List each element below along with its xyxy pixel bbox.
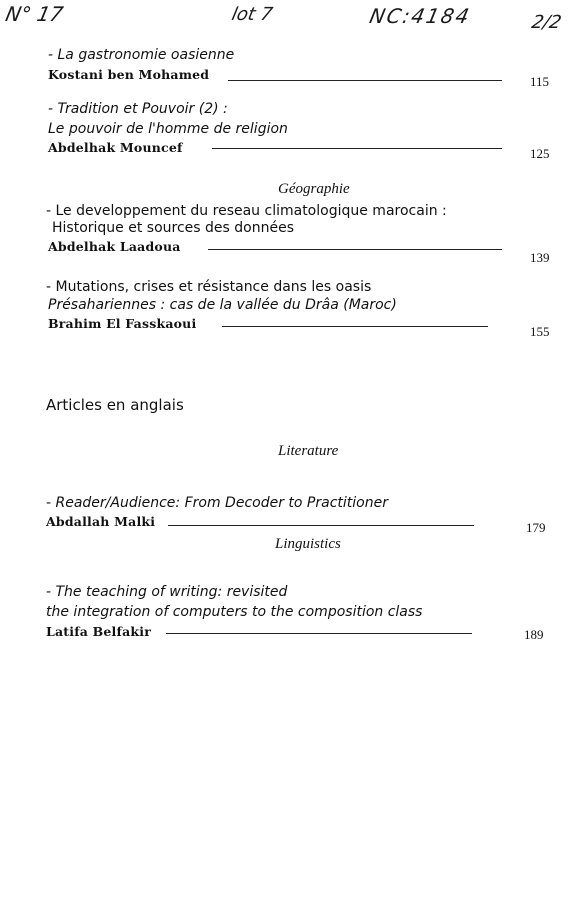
entry-title: - Tradition et Pouvoir (2) : bbox=[48, 101, 228, 117]
entry-author: Brahim El Fasskaoui bbox=[48, 316, 197, 331]
entry-title: the integration of computers to the composition class bbox=[46, 604, 423, 620]
entry-title: - Mutations, crises et résistance dans les oasis bbox=[46, 279, 372, 295]
entry-title: Historique et sources des données bbox=[52, 220, 294, 236]
articles-en-anglais-heading: Articles en anglais bbox=[46, 396, 184, 414]
entry-title: Présahariennes : cas de la vallée du Drâa (Maroc) bbox=[48, 297, 397, 313]
leader-line bbox=[208, 249, 502, 250]
section-heading-linguistics: Linguistics bbox=[275, 536, 341, 552]
handwritten-ref: N° 17 bbox=[3, 2, 66, 26]
leader-line bbox=[228, 80, 502, 81]
leader-line bbox=[212, 148, 502, 149]
entry-author: Abdallah Malki bbox=[46, 514, 156, 529]
entry-page: 189 bbox=[524, 627, 544, 642]
entry-page: 179 bbox=[526, 520, 546, 535]
section-heading-geography: Géographie bbox=[278, 181, 350, 197]
handwritten-fraction: 2/2 bbox=[529, 12, 564, 33]
handwritten-code: NC:4184 bbox=[367, 4, 474, 28]
entry-title: Le pouvoir de l'homme de religion bbox=[48, 121, 288, 137]
entry-title: - La gastronomie oasienne bbox=[48, 47, 235, 63]
handwritten-lot: lot 7 bbox=[229, 4, 275, 25]
entry-page: 139 bbox=[530, 250, 550, 265]
entry-author: Abdelhak Mouncef bbox=[48, 140, 183, 155]
leader-line bbox=[166, 633, 472, 634]
section-heading-literature: Literature bbox=[278, 443, 339, 459]
entry-author: Latifa Belfakir bbox=[46, 624, 151, 639]
entry-page: 115 bbox=[530, 74, 550, 89]
leader-line bbox=[168, 525, 474, 526]
leader-line bbox=[222, 326, 488, 327]
entry-page: 155 bbox=[530, 324, 550, 339]
entry-title: - Le developpement du reseau climatologique marocain : bbox=[46, 203, 447, 219]
entry-page: 125 bbox=[530, 146, 550, 161]
entry-title: - The teaching of writing: revisited bbox=[46, 584, 288, 600]
entry-author: Abdelhak Laadoua bbox=[48, 239, 181, 254]
entry-author: Kostani ben Mohamed bbox=[48, 67, 210, 82]
entry-title: - Reader/Audience: From Decoder to Practitioner bbox=[46, 495, 388, 511]
